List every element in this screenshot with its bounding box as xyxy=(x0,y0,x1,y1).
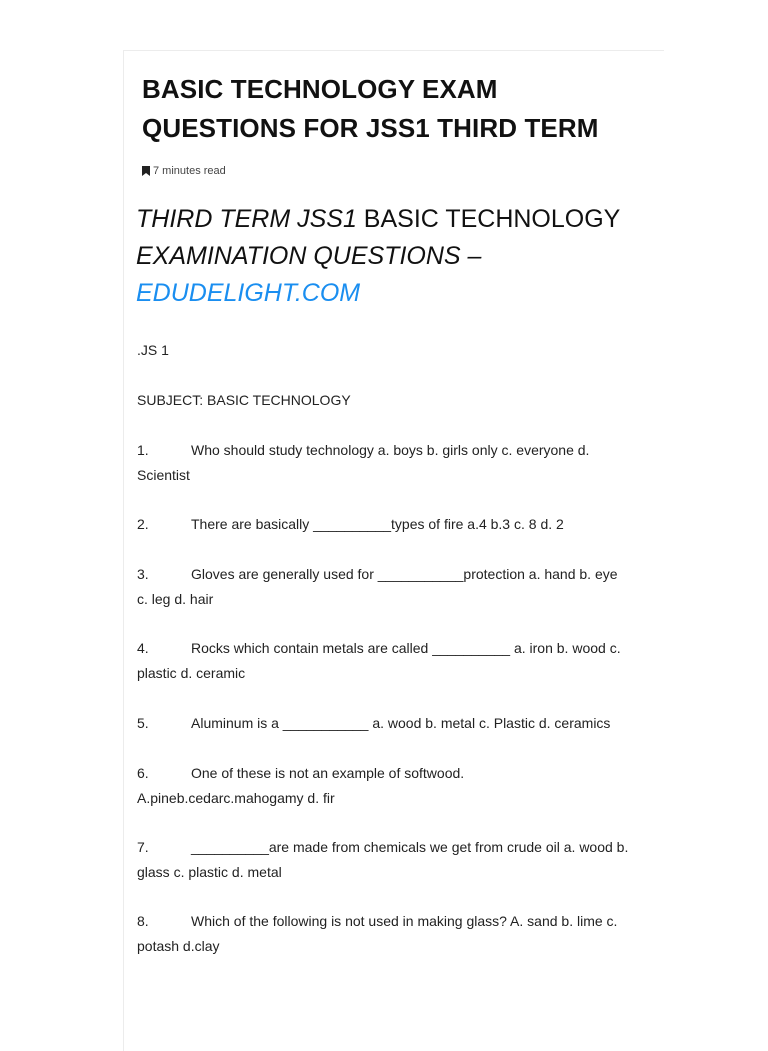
question-text: Who should study technology a. boys b. girls only c. everyone d. Scientist xyxy=(137,442,590,483)
question-number: 3. xyxy=(137,566,149,582)
post-title: BASIC TECHNOLOGY EXAM QUESTIONS FOR JSS1 THIRD TERM xyxy=(142,74,599,143)
question-item xyxy=(137,835,629,885)
read-time-meta xyxy=(142,164,226,178)
question-item xyxy=(137,636,629,686)
heading-italic-part: THIRD TERM JSS1 xyxy=(136,205,357,233)
question-item xyxy=(137,512,629,537)
question-item xyxy=(137,909,629,959)
question-item xyxy=(137,761,629,811)
class-line: .JS 1 xyxy=(137,342,169,358)
question-item xyxy=(137,562,629,612)
question-number: 8. xyxy=(137,913,149,929)
question-item xyxy=(137,711,629,736)
question-text: One of these is not an example of softwood. A.pineb.cedarc.mahogamy d. fir xyxy=(137,765,465,806)
subject-line: SUBJECT: BASIC TECHNOLOGY xyxy=(137,392,351,408)
question-item xyxy=(137,438,629,488)
question-number: 4. xyxy=(137,640,149,656)
article-heading xyxy=(136,201,636,312)
question-text: Which of the following is not used in making glass? A. sand b. lime c. potash d.clay xyxy=(137,913,618,954)
question-text: Aluminum is a ___________ a. wood b. metal c. Plastic d. ceramics xyxy=(191,715,611,731)
question-number: 1. xyxy=(137,442,149,458)
question-number: 5. xyxy=(137,715,149,731)
question-number: 6. xyxy=(137,765,149,781)
question-text: __________are made from chemicals we get from crude oil a. wood b. glass c. plastic d. metal xyxy=(137,839,629,880)
heading-italic-part-2: EXAMINATION QUESTIONS – xyxy=(136,242,482,270)
site-link[interactable]: EDUDELIGHT.COM xyxy=(136,279,361,307)
read-time: 7 minutes read xyxy=(153,165,226,177)
question-text: Gloves are generally used for ___________protection a. hand b. eye c. leg d. hair xyxy=(137,566,618,607)
question-text: There are basically __________types of fire a.4 b.3 c. 8 d. 2 xyxy=(191,516,564,532)
heading-plain-part: BASIC TECHNOLOGY xyxy=(356,205,620,233)
bookmark-icon xyxy=(142,166,150,176)
question-number: 2. xyxy=(137,516,149,532)
question-number: 7. xyxy=(137,839,149,855)
question-text: Rocks which contain metals are called __________ a. iron b. wood c. plastic d. ceramic xyxy=(137,640,621,681)
